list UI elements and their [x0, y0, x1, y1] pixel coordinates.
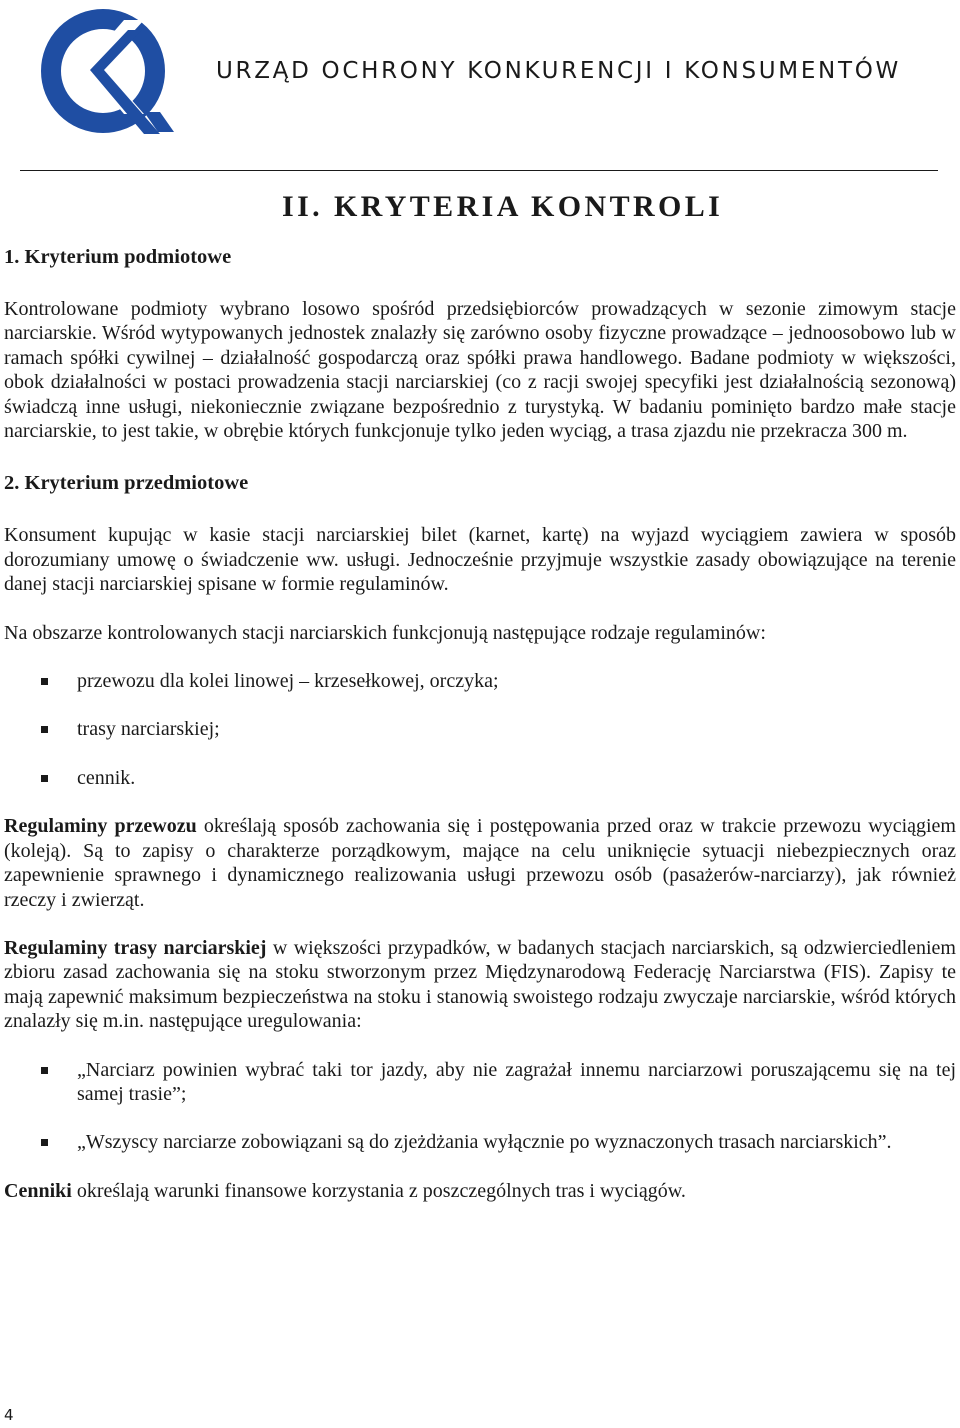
square-bullet-icon — [41, 678, 48, 685]
criterion-1-heading: 1. Kryterium podmiotowe — [4, 246, 232, 268]
list-item-text: przewozu dla kolei linowej – krzesełkowej, orczyka; — [77, 670, 499, 693]
header-divider — [20, 170, 938, 171]
list-item-text: cennik. — [77, 766, 136, 789]
transport-rules-term: Regulaminy przewozu — [4, 815, 197, 838]
transport-rules-text: określają sposób zachowania się i postępowania przed oraz w trakcie przewozu wyciągiem (koleją). Są to zapisy o charakterze porządkowym, mające na celu uniknięcie sytuacji niebezpiecznych oraz zapewnienie sprawnego i dynamicznego realizowania usługi przewozu osób (pasażerów-narciarzy), jak również rzeczy i zwierząt. — [4, 815, 956, 911]
price-lists-paragraph — [4, 1179, 956, 1203]
trail-rules-term: Regulaminy trasy narciarskiej — [4, 936, 267, 959]
uokik-logo-icon — [40, 8, 174, 140]
list-item — [4, 1130, 956, 1154]
price-lists-text: określają warunki finansowe korzystania z poszczególnych tras i wyciągów. — [71, 1179, 686, 1202]
list-item — [4, 717, 956, 741]
square-bullet-icon — [41, 775, 48, 782]
quote-text: „Wszyscy narciarze zobowiązani są do zjeżdżania wyłącznie po wyznaczonych trasach narciarskich”. — [77, 1131, 892, 1154]
trail-rules-paragraph — [4, 936, 956, 1034]
document-body — [4, 241, 956, 1227]
price-lists-term: Cenniki — [4, 1179, 72, 1202]
page-number: 4 — [4, 1406, 14, 1424]
quote-text: „Narciarz powinien wybrać taki tor jazdy, aby nie zagrażał innemu narciarzowi poruszającemu się na tej samej trasie”; — [77, 1058, 956, 1105]
trail-rules-text: w większości przypadków, w badanych stacjach narciarskich, są odzwierciedleniem zbioru zasad zachowania się na stoku stworzonym przez Międzynarodową Federację Narciarstwa (FIS). Zapisy te mają zapewnić maksimum bezpieczeństwa na stoku i stanowią swoistego rodzaju zwyczaje narciarskie, wśród których znalazły się m.in. następujące uregulowania: — [4, 936, 956, 1033]
organization-name: URZĄD OCHRONY KONKURENCJI I KONSUMENTÓW — [216, 58, 901, 84]
square-bullet-icon — [41, 726, 48, 733]
criterion-2-heading: 2. Kryterium przedmiotowe — [4, 472, 249, 495]
list-item — [4, 1058, 956, 1107]
regulation-types-list — [4, 669, 956, 790]
criterion-1-paragraph: Kontrolowane podmioty wybrano losowo spośród przedsiębiorców prowadzących w sezonie zimowym stacje narciarskie. Wśród wytypowanych jednostek znalazły się zarówno osoby fizyczne prowadzące – jednoosobowo lub w ramach spółki cywilnej – działalność gospodarczą oraz spółki prawa handlowego. Badane podmioty w większości, obok działalności w postaci prowadzenia stacji narciarskiej (co z racji swojej specyfiki jest działalnością sezonową) świadczą inne usługi, niekoniecznie związane bezpośrednio z turystyką. W badaniu pominięto bardzo małe stacje narciarskie, to jest takie, w obrębie których funkcjonuje tylko jeden wyciąg, a trasa zjazdu nie przekracza 300 m. — [4, 298, 956, 443]
transport-rules-paragraph — [4, 814, 956, 912]
square-bullet-icon — [41, 1139, 48, 1146]
criterion-2-paragraph-1: Konsument kupując w kasie stacji narciarskiej bilet (karnet, kartę) na wyjazd wyciągiem zawiera w sposób dorozumiany umowę o świadczenie ww. usługi. Jednocześnie przyjmuje wszystkie zasady obowiązujące na terenie danej stacji narciarskiej spisane w formie regulaminów. — [4, 524, 956, 596]
fis-rules-list — [4, 1058, 956, 1155]
list-item — [4, 766, 956, 790]
list-item-text: trasy narciarskiej; — [77, 718, 220, 741]
list-item — [4, 669, 956, 693]
criterion-2-paragraph-2: Na obszarze kontrolowanych stacji narciarskich funkcjonują następujące rodzaje regulaminów: — [4, 621, 766, 644]
square-bullet-icon — [41, 1067, 48, 1074]
section-title: II. KRYTERIA KONTROLI — [282, 190, 724, 223]
